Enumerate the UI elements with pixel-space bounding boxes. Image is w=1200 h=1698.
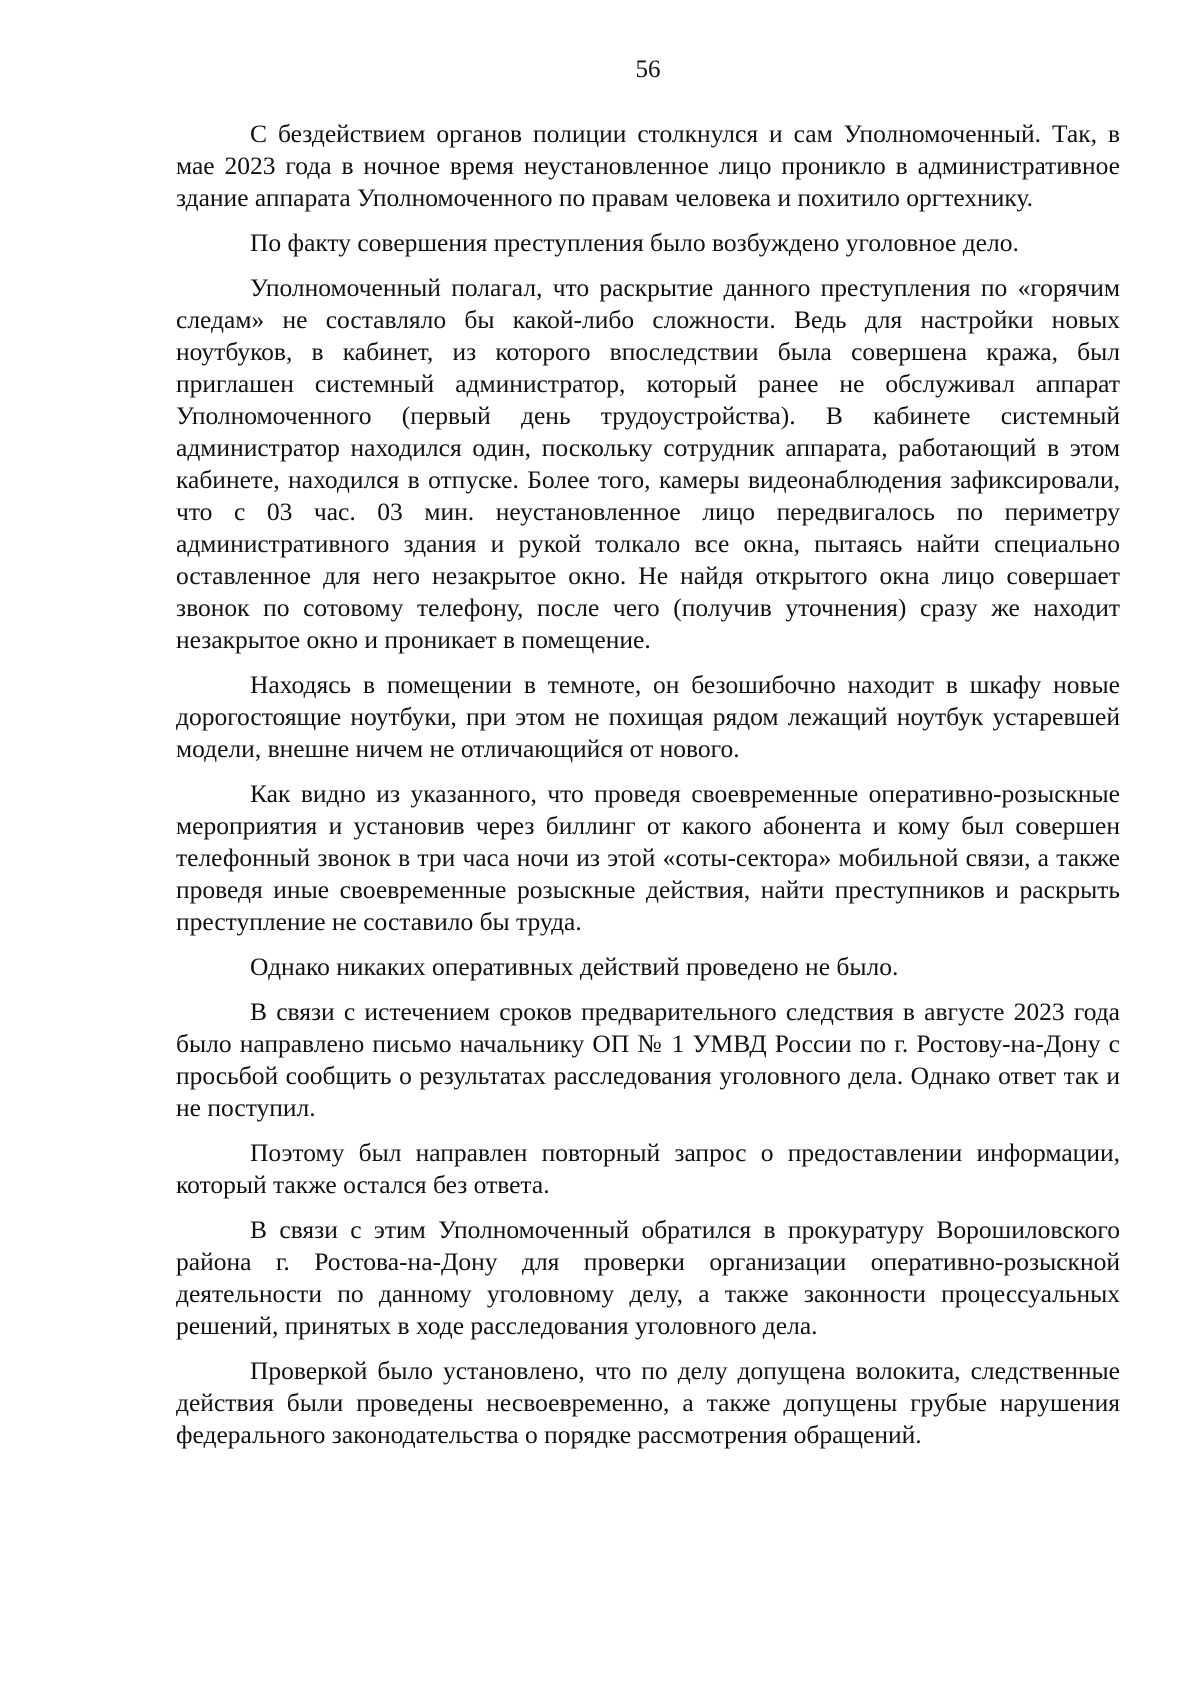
paragraph: Однако никаких оперативных действий проведено не было. [250, 952, 899, 981]
paragraph: С бездействием органов полиции столкнулся и сам Уполномоченный. Так, в мае 2023 года в ночное время неустановленное лицо проникло в административное здание аппарата Уполномоченного по правам человека и похитило оргтехнику. [176, 119, 1120, 212]
paragraph: Находясь в помещении в темноте, он безошибочно находит в шкафу новые дорогостоящие ноутбуки, при этом не похищая рядом лежащий ноутбук устаревшей модели, внешне ничем не отличающийся от нового. [176, 670, 1120, 763]
document-page [176, 0, 1120, 1698]
paragraph: Как видно из указанного, что проведя своевременные оперативно-розыскные мероприятия и установив через биллинг от какого абонента и кому был совершен телефонный звонок в три часа ночи из этой «соты-сектора» мобильной связи, а также проведя иные своевременные розыскные действия, найти преступников и раскрыть преступление не составило бы труда. [176, 779, 1120, 936]
page-number: 56 [635, 56, 661, 83]
paragraph: Уполномоченный полагал, что раскрытие данного преступления по «горячим следам» не составляло бы какой-либо сложности. Ведь для настройки новых ноутбуков, в кабинет, из которого впоследствии была совершена кража, был приглашен системный администратор, который ранее не обслуживал аппарат Уполномоченного (первый день трудоустройства). В кабинете системный администратор находился один, поскольку сотрудник аппарата, работающий в этом кабинете, находился в отпуске. Более того, камеры видеонаблюдения зафиксировали, что с 03 час. 03 мин. неустановленное лицо передвигалось по периметру административного здания и рукой толкало все окна, пытаясь найти специально оставленное для него незакрытое окно. Не найдя открытого окна лицо совершает звонок по сотовому телефону, после чего (получив уточнения) сразу же находит незакрытое окно и проникает в помещение. [176, 273, 1120, 654]
paragraph: В связи с этим Уполномоченный обратился в прокуратуру Ворошиловского района г. Ростова-на-Дону для проверки организации оперативно-розыскной деятельности по данному уголовному делу, а также законности процессуальных решений, принятых в ходе расследования уголовного дела. [176, 1215, 1120, 1340]
paragraph: По факту совершения преступления было возбуждено уголовное дело. [250, 228, 1019, 257]
paragraph: В связи с истечением сроков предварительного следствия в августе 2023 года было направлено письмо начальнику ОП № 1 УМВД России по г. Ростову-на-Дону с просьбой сообщить о результатах расследования уголовного дела. Однако ответ так и не поступил. [176, 997, 1120, 1122]
paragraph: Поэтому был направлен повторный запрос о предоставлении информации, который также остался без ответа. [176, 1138, 1120, 1199]
paragraph: Проверкой было установлено, что по делу допущена волокита, следственные действия были проведены несвоевременно, а также допущены грубые нарушения федерального законодательства о порядке рассмотрения обращений. [176, 1356, 1120, 1449]
document-body [176, 118, 1120, 1464]
